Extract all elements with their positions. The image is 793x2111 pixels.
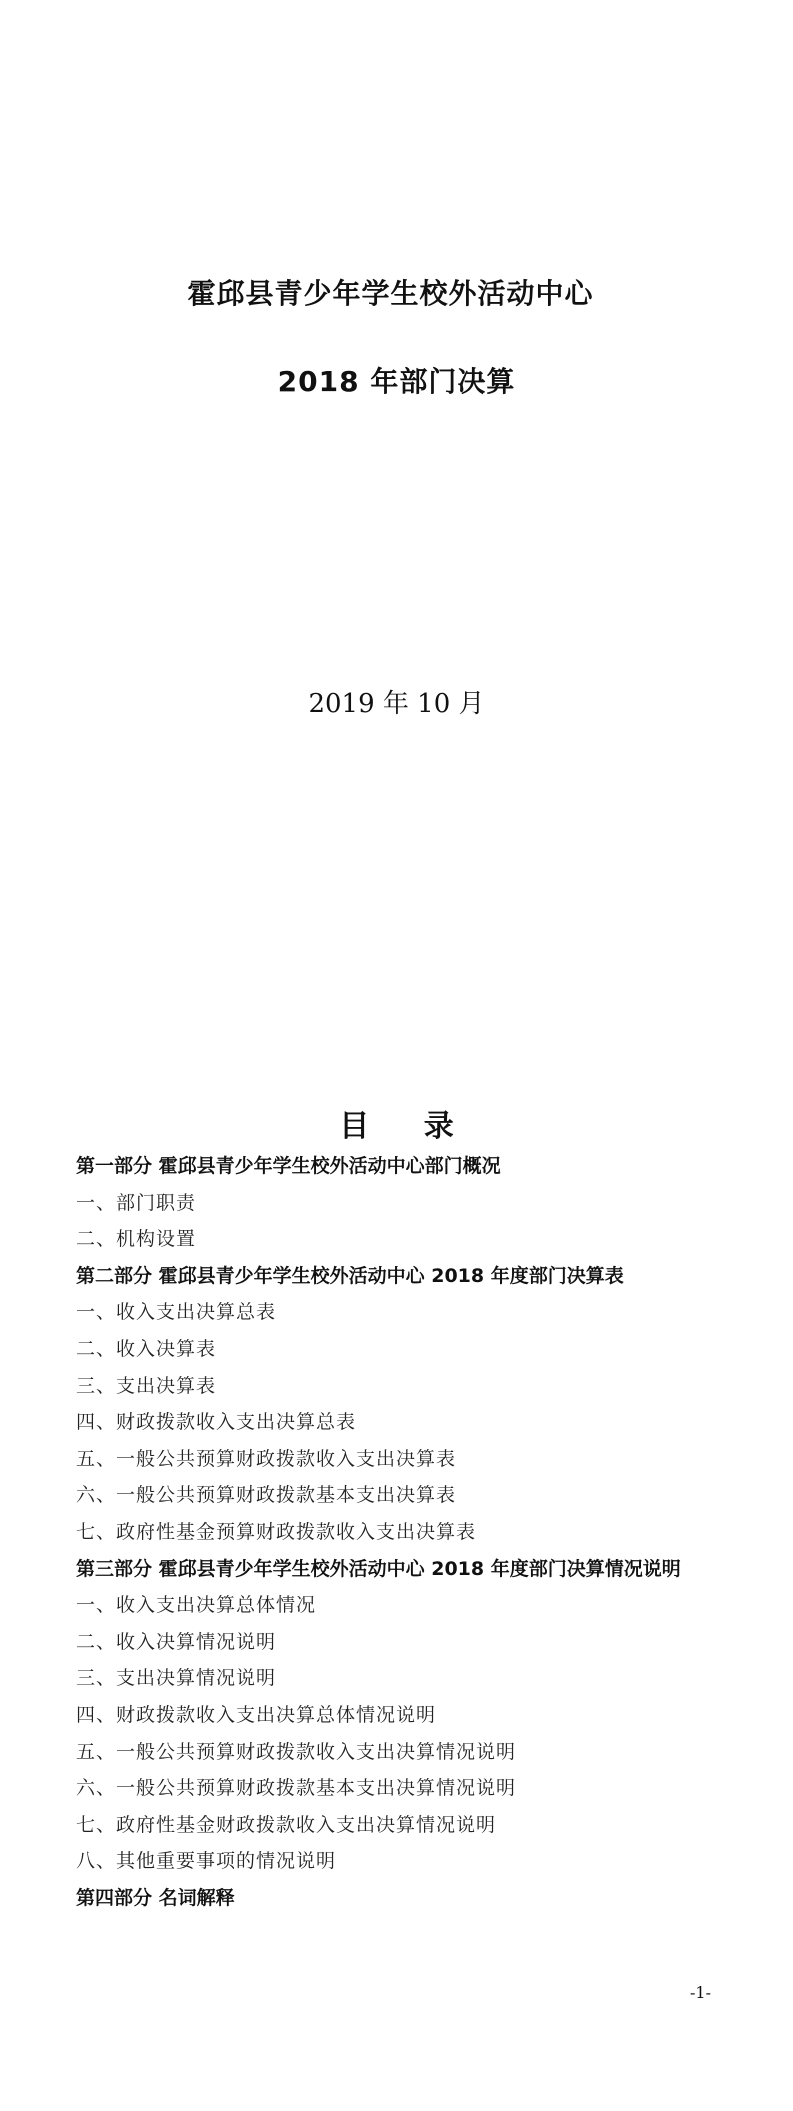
toc-item: 一、部门职责 xyxy=(76,1191,197,1214)
toc-item: 一、收入支出决算总表 xyxy=(76,1301,277,1324)
toc-item: 八、其他重要事项的情况说明 xyxy=(76,1850,337,1873)
toc-item: 二、收入决算情况说明 xyxy=(76,1630,277,1653)
toc-item: 六、一般公共预算财政拨款基本支出决算情况说明 xyxy=(76,1777,517,1800)
toc-item: 五、一般公共预算财政拨款收入支出决算表 xyxy=(76,1447,457,1470)
toc-item: 四、财政拨款收入支出决算总表 xyxy=(76,1411,357,1434)
toc-item: 七、政府性基金预算财政拨款收入支出决算表 xyxy=(76,1520,477,1543)
toc-item: 四、财政拨款收入支出决算总体情况说明 xyxy=(76,1703,437,1726)
page-number: -1- xyxy=(690,1983,711,2002)
toc-item: 三、支出决算表 xyxy=(76,1374,217,1397)
cover-date: 2019 年 10 月 xyxy=(308,689,485,719)
toc-part-4: 第四部分 名词解释 xyxy=(76,1886,235,1909)
cover-title-organization: 霍邱县青少年学生校外活动中心 xyxy=(187,277,594,310)
cover-title-report: 2018 年部门决算 xyxy=(277,365,516,398)
toc-item: 二、机构设置 xyxy=(76,1228,197,1251)
toc-item: 一、收入支出决算总体情况 xyxy=(76,1594,317,1617)
table-of-contents xyxy=(76,1148,716,1916)
toc-item: 三、支出决算情况说明 xyxy=(76,1667,277,1690)
toc-item: 七、政府性基金财政拨款收入支出决算情况说明 xyxy=(76,1813,497,1836)
toc-item: 五、一般公共预算财政拨款收入支出决算情况说明 xyxy=(76,1740,517,1763)
toc-part-2: 第二部分 霍邱县青少年学生校外活动中心 2018 年度部门决算表 xyxy=(76,1264,624,1287)
toc-item: 六、一般公共预算财政拨款基本支出决算表 xyxy=(76,1484,457,1507)
toc-item: 二、收入决算表 xyxy=(76,1337,217,1360)
toc-heading: 目 录 xyxy=(339,1109,476,1144)
toc-part-1: 第一部分 霍邱县青少年学生校外活动中心部门概况 xyxy=(76,1155,501,1177)
toc-part-3: 第三部分 霍邱县青少年学生校外活动中心 2018 年度部门决算情况说明 xyxy=(76,1557,681,1580)
